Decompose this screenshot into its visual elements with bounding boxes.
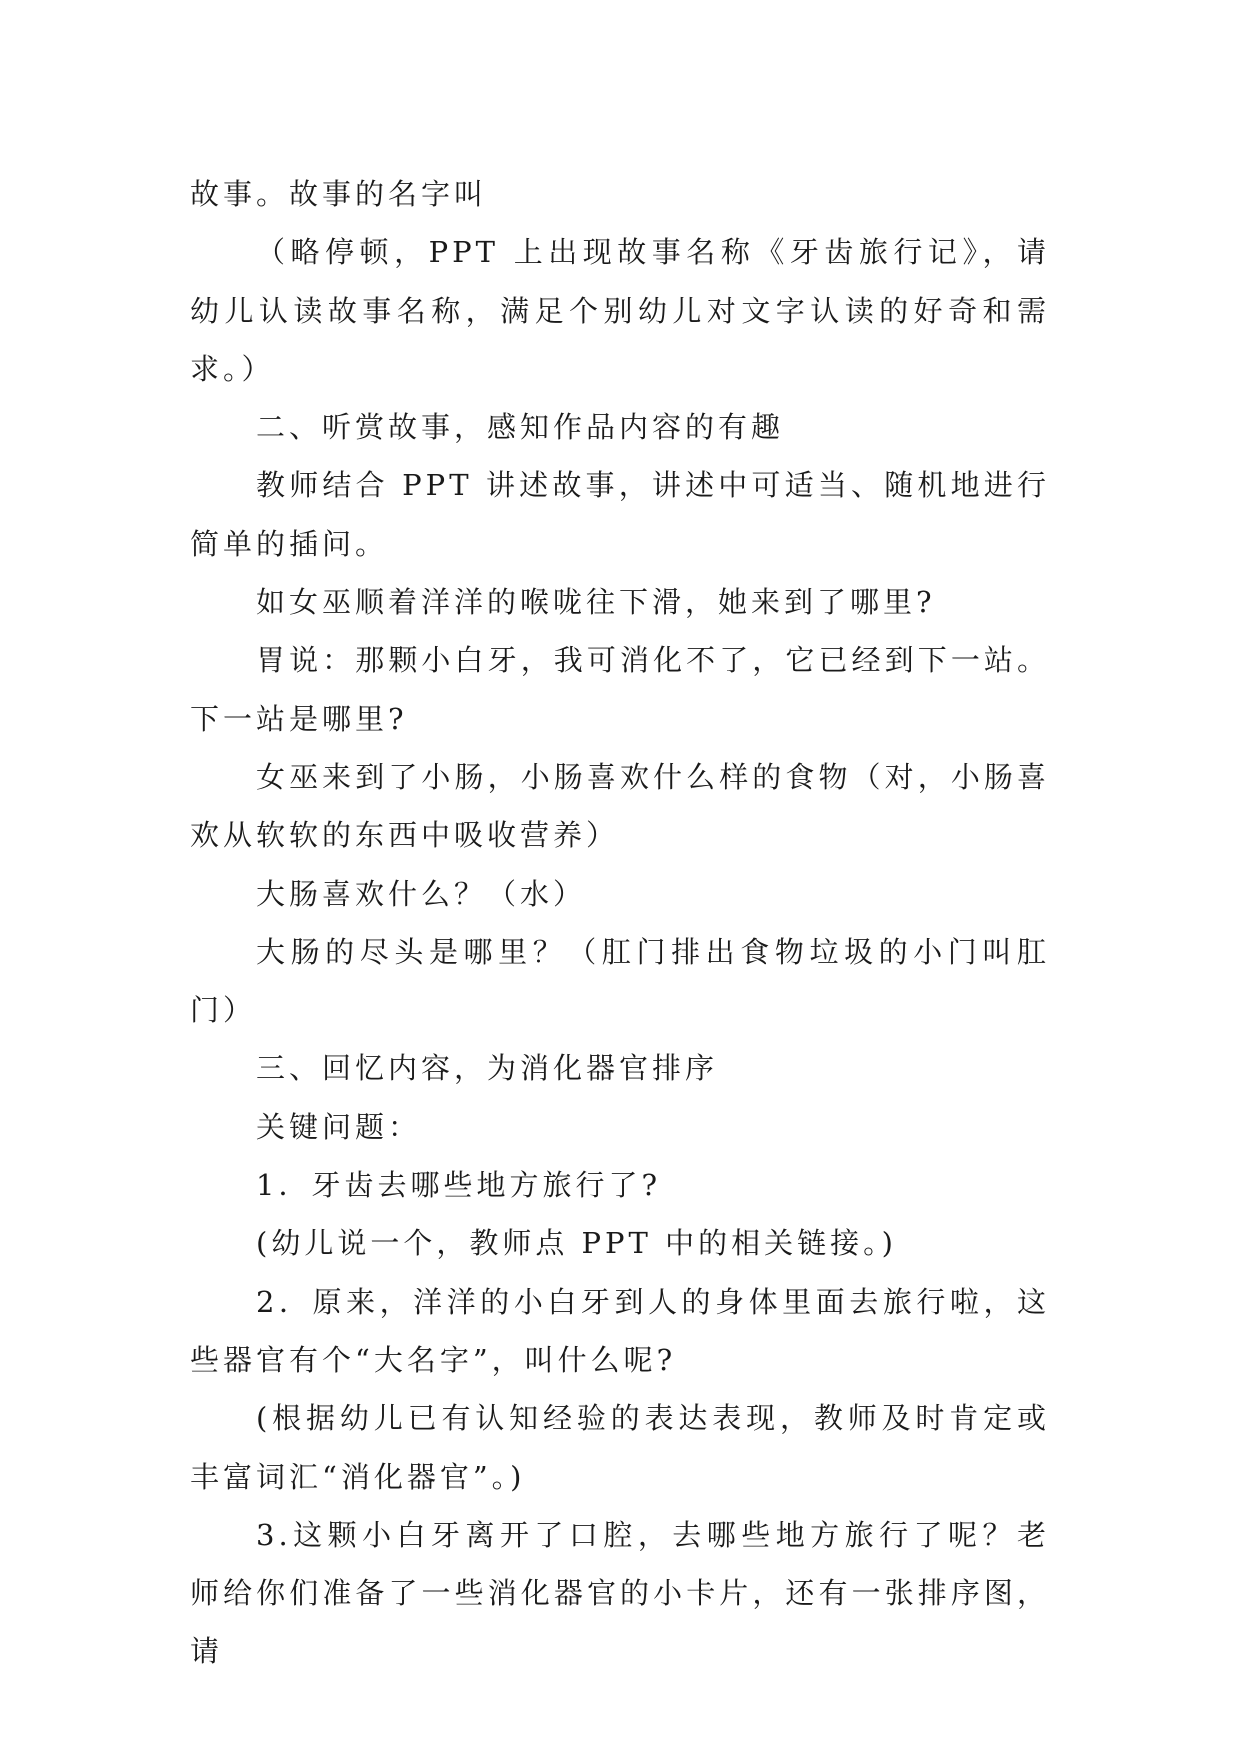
paragraph: 如女巫顺着洋洋的喉咙往下滑，她来到了哪里? xyxy=(256,585,936,620)
paragraph: (幼儿说一个，教师点 PPT 中的相关链接。) xyxy=(256,1226,897,1261)
paragraph: 女巫来到了小肠，小肠喜欢什么样的食物（对，小肠喜欢从软软的东西中吸收营养） xyxy=(190,759,1050,853)
list-item: 2．原来，洋洋的小白牙到人的身体里面去旅行啦，这些器官有个“大名字”，叫什么呢? xyxy=(190,1284,1050,1377)
paragraph: （略停顿，PPT 上出现故事名称《牙齿旅行记》，请幼儿认读故事名称，满足个别幼儿对文字认读的好奇和需求。） xyxy=(190,235,1050,386)
list-item: 1．牙齿去哪些地方旅行了? xyxy=(256,1168,661,1203)
paragraph: 大肠喜欢什么？（水） xyxy=(256,876,587,911)
paragraph: 大肠的尽头是哪里？（肛门排出食物垃圾的小门叫肛门） xyxy=(190,934,1050,1028)
paragraph: 故事。故事的名字叫 xyxy=(190,177,488,211)
paragraph: 胃说：那颗小白牙，我可消化不了，它已经到下一站。下一站是哪里? xyxy=(190,643,1050,736)
paragraph: (根据幼儿已有认知经验的表达表现，教师及时肯定或丰富词汇“消化器官”。) xyxy=(190,1401,1050,1494)
section-heading: 三、回忆内容，为消化器官排序 xyxy=(256,1051,719,1086)
paragraph: 教师结合 PPT 讲述故事，讲述中可适当、随机地进行简单的插问。 xyxy=(190,468,1050,561)
paragraph: 关键问题： xyxy=(256,1109,422,1144)
section-heading: 二、听赏故事，感知作品内容的有趣 xyxy=(256,410,785,445)
list-item: 3.这颗小白牙离开了口腔，去哪些地方旅行了呢？老师给你们准备了一些消化器官的小卡片，还有一张排序图，请 xyxy=(190,1517,1050,1669)
document-body xyxy=(190,165,1050,1681)
